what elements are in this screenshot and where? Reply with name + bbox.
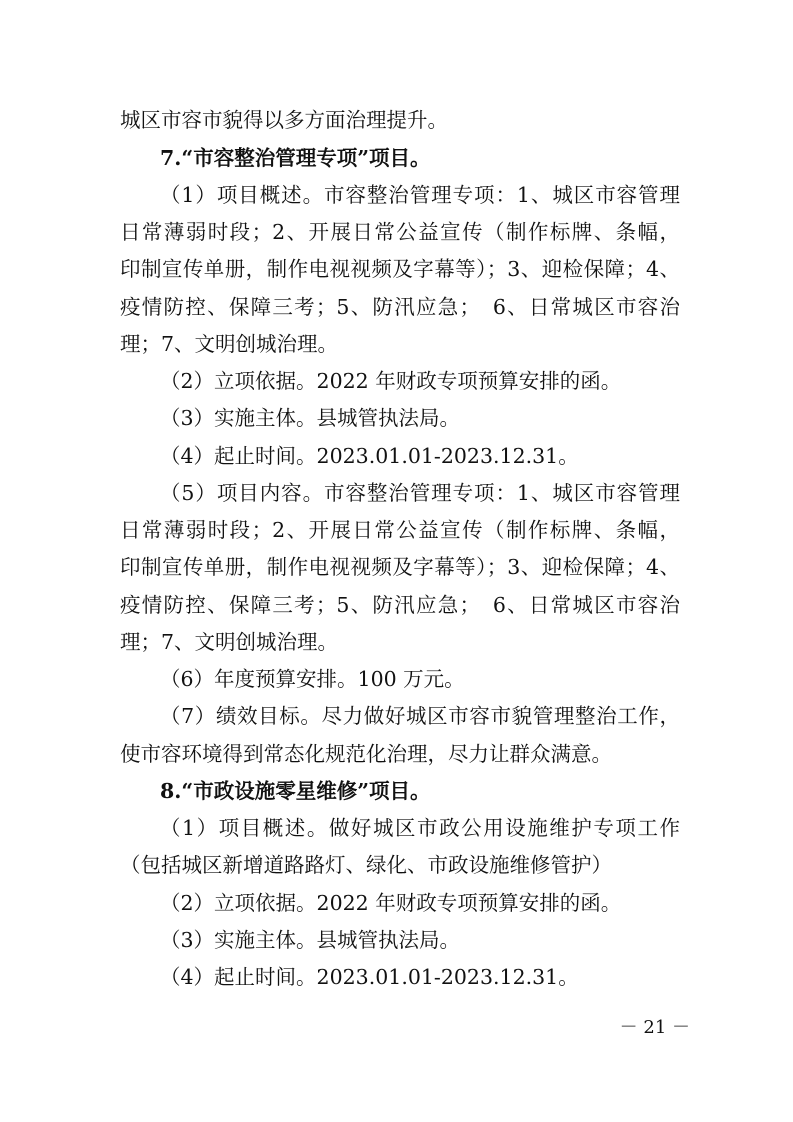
body-text-line: 印制宣传单册，制作电视视频及字幕等）；3、迎检保障；4、 [120,257,680,281]
section-heading-7: 7.“市容整治管理专项”项目。 [160,146,431,170]
body-text-line: （2）立项依据。2022 年财政专项预算安排的函。 [160,369,622,393]
body-text-line: （1）项目概述。市容整治管理专项：1、城区市容管理 [160,183,680,207]
body-text-line: （6）年度预算安排。100 万元。 [160,667,465,691]
page-number: － 21 － [619,1017,690,1038]
body-text-line: 使市容环境得到常态化规范化治理，尽力让群众满意。 [120,742,612,766]
body-text-line: （7）绩效目标。尽力做好城区市容市貌管理整治工作， [160,704,680,728]
body-text-line: （2）立项依据。2022 年财政专项预算安排的函。 [160,891,622,915]
body-text-line: 理；7、文明创城治理。 [120,630,339,654]
body-text-line: 理；7、文明创城治理。 [120,332,339,356]
body-text-line: （5）项目内容。市容整治管理专项：1、城区市容管理 [160,481,680,505]
body-text-line: 日常薄弱时段；2、开展日常公益宣传（制作标牌、条幅， [120,220,680,244]
body-text-line: （3）实施主体。县城管执法局。 [160,928,461,952]
body-text-line: 印制宣传单册，制作电视视频及字幕等）；3、迎检保障；4、 [120,555,680,579]
body-text-line: （4）起止时间。2023.01.01-2023.12.31。 [160,965,579,989]
body-text-line: （3）实施主体。县城管执法局。 [160,406,461,430]
body-text-line: （4）起止时间。2023.01.01-2023.12.31。 [160,444,579,468]
body-text-line: 日常薄弱时段；2、开展日常公益宣传（制作标牌、条幅， [120,518,680,542]
body-text-line: （1）项目概述。做好城区市政公用设施维护专项工作 [160,816,680,840]
body-text-line: 城区市容市貌得以多方面治理提升。 [120,108,448,132]
body-text-line: （包括城区新增道路路灯、绿化、市政设施维修管护） [120,853,612,877]
body-text-line: 疫情防控、保障三考；5、防汛应急； 6、日常城区市容治 [120,295,680,319]
body-text-line: 疫情防控、保障三考；5、防汛应急； 6、日常城区市容治 [120,593,680,617]
section-heading-8: 8.“市政设施零星维修”项目。 [160,779,431,803]
